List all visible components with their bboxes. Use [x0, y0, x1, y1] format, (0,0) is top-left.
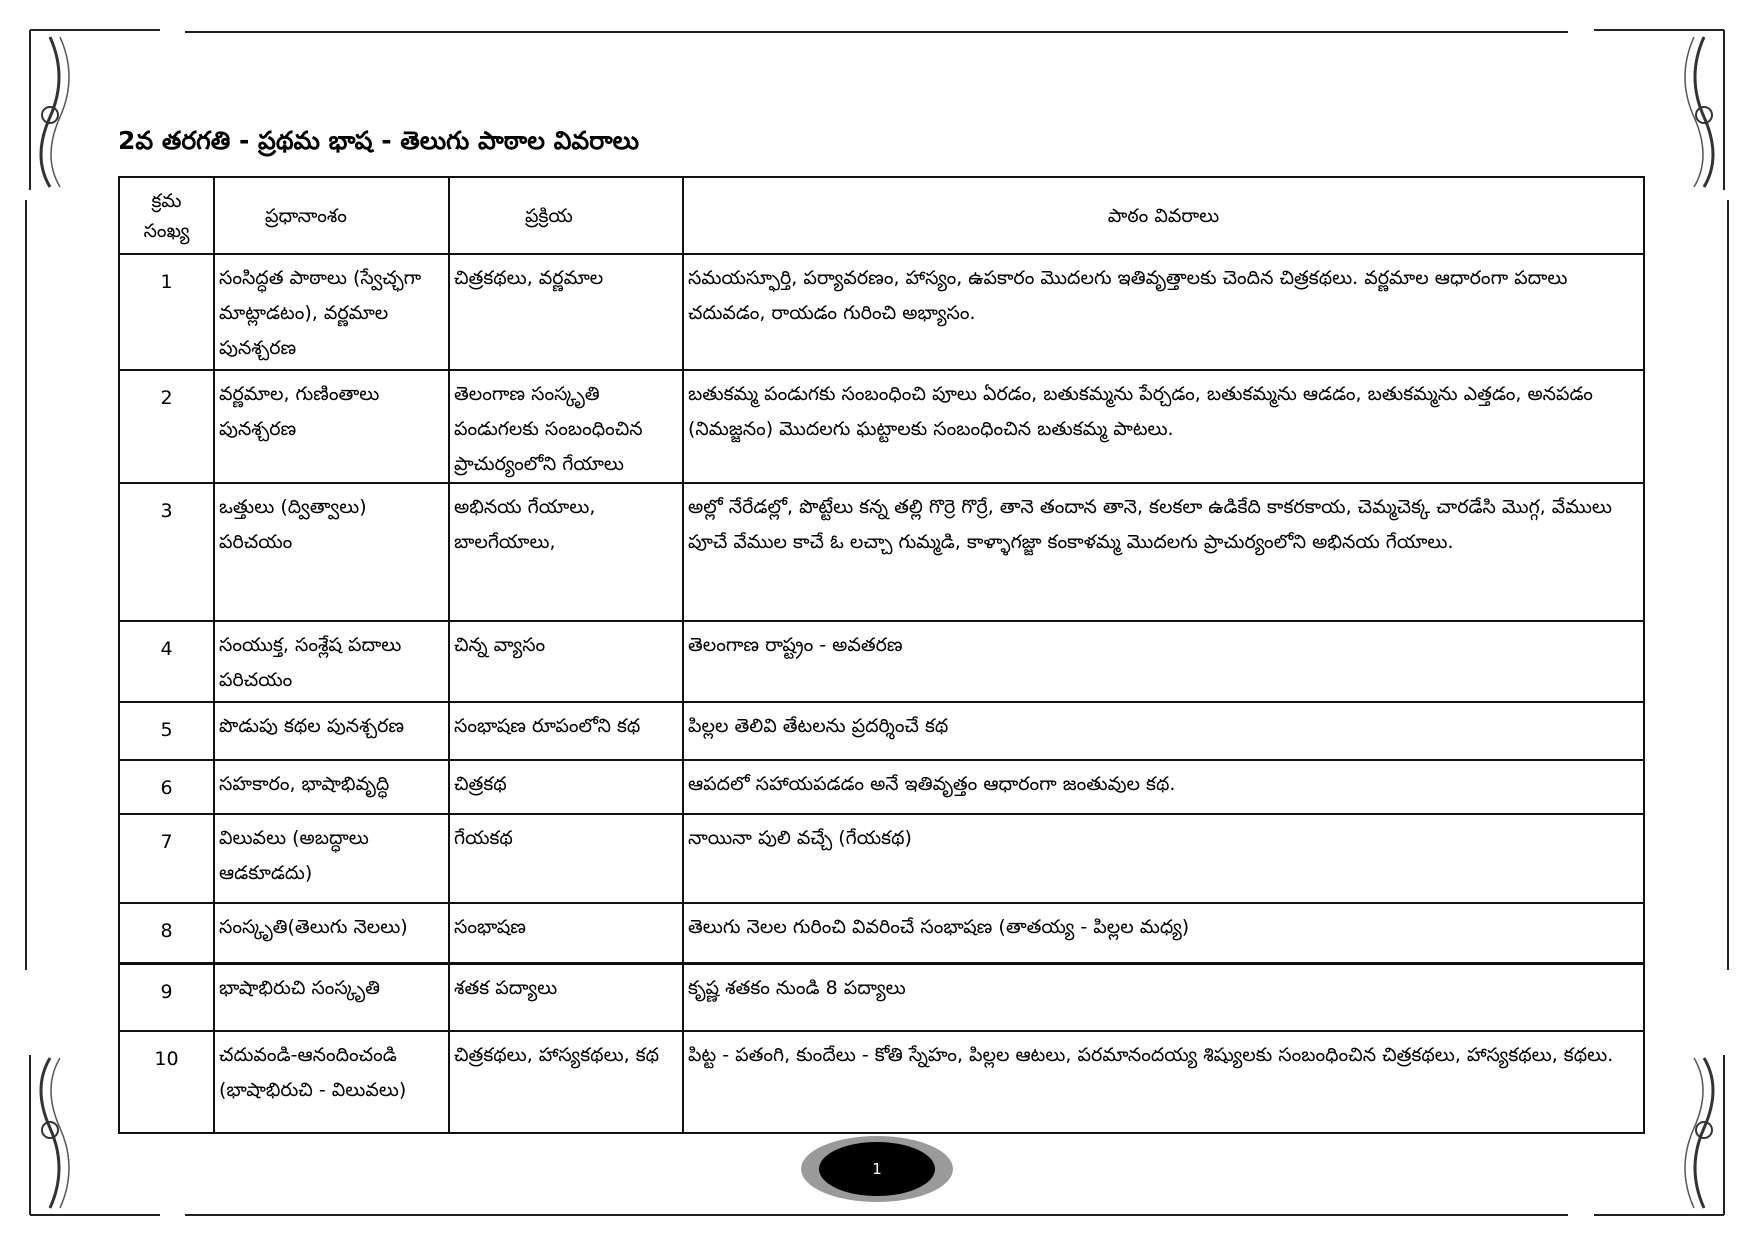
table-row	[119, 963, 1644, 1031]
details-cell: తెలుగు నెలల గురించి వివరించే సంభాషణ (తాతయ్య - పిల్లల మధ్య)	[683, 903, 1644, 963]
serial-number-cell: 4	[119, 621, 214, 702]
topic-cell: సంసిద్ధత పాఠాలు (స్వేచ్ఛగా మాట్లాడటం), వర్ణమాల పునశ్చరణ	[214, 254, 449, 370]
top-border-line	[185, 31, 1568, 33]
genre-cell: అభినయ గేయాలు, బాలగేయాలు,	[449, 483, 683, 621]
corner-ornament-icon	[20, 25, 170, 195]
topic-cell: పొడుపు కథల పునశ్చరణ	[214, 702, 449, 760]
header-genre: ప్రక్రియ	[449, 177, 683, 254]
serial-number-cell: 10	[119, 1031, 214, 1133]
page-title: 2వ తరగతి - ప్రథమ భాష - తెలుగు పాఠాల వివరాలు	[118, 126, 640, 155]
table-row	[119, 621, 1644, 702]
page-number: 1	[819, 1142, 935, 1196]
details-cell: పిట్ట - పతంగి, కుందేలు - కోతి స్నేహం, పిల్లల ఆటలు, పరమానందయ్య శిష్యులకు సంబంధించిన చిత్రకథలు, హాస్యకథలు, కథలు.	[683, 1031, 1644, 1133]
details-cell: నాయినా పులి వచ్చే (గేయకథ)	[683, 814, 1644, 903]
corner-ornament-icon	[1584, 25, 1734, 195]
serial-number-cell: 5	[119, 702, 214, 760]
topic-cell: ఒత్తులు (ద్విత్వాలు) పరిచయం	[214, 483, 449, 621]
serial-number-cell: 2	[119, 370, 214, 483]
genre-cell: సంభాషణ రూపంలోని కథ	[449, 702, 683, 760]
table-row	[119, 760, 1644, 814]
header-topic: ప్రధానాంశం	[214, 177, 449, 254]
table-row	[119, 254, 1644, 370]
lessons-table	[118, 176, 1645, 1134]
genre-cell: గేయకథ	[449, 814, 683, 903]
serial-number-cell: 8	[119, 903, 214, 963]
page-number-badge	[801, 1136, 953, 1202]
right-border-line	[1727, 200, 1729, 970]
genre-cell: సంభాషణ	[449, 903, 683, 963]
genre-cell: చిత్రకథలు, వర్ణమాల	[449, 254, 683, 370]
serial-number-cell: 6	[119, 760, 214, 814]
topic-cell: వర్ణమాల, గుణింతాలు పునశ్చరణ	[214, 370, 449, 483]
topic-cell: సంస్కృతి(తెలుగు నెలలు)	[214, 903, 449, 963]
serial-number-cell: 1	[119, 254, 214, 370]
table-row	[119, 814, 1644, 903]
details-cell: పిల్లల తెలివి తేటలను ప్రదర్శించే కథ	[683, 702, 1644, 760]
table-row	[119, 702, 1644, 760]
topic-cell: విలువలు (అబద్ధాలు ఆడకూడదు)	[214, 814, 449, 903]
bottom-border-line	[185, 1214, 1568, 1216]
topic-cell: చదువండి-ఆనందించండి (భాషాభిరుచి - విలువలు)	[214, 1031, 449, 1133]
table-row	[119, 1031, 1644, 1133]
header-serial-number: క్రమ సంఖ్య	[119, 177, 214, 254]
genre-cell: చిన్న వ్యాసం	[449, 621, 683, 702]
genre-cell: చిత్రకథలు, హాస్యకథలు, కథ	[449, 1031, 683, 1133]
left-border-line	[25, 200, 27, 970]
table-row	[119, 903, 1644, 963]
details-cell: బతుకమ్మ పండుగకు సంబంధించి పూలు ఏరడం, బతుకమ్మను పేర్చడం, బతుకమ్మను ఆడడం, బతుకమ్మను ఎత్తడం, అనపడం (నిమజ్జనం) మొదలగు ఘట్టాలకు సంబంధించిన బతుకమ్మ పాటలు.	[683, 370, 1644, 483]
header-lesson-details: పాఠం వివరాలు	[683, 177, 1644, 254]
table-row	[119, 370, 1644, 483]
serial-number-cell: 7	[119, 814, 214, 903]
details-cell: సమయస్ఫూర్తి, పర్యావరణం, హాస్యం, ఉపకారం మొదలగు ఇతివృత్తాలకు చెందిన చిత్రకథలు. వర్ణమాల ఆధారంగా పదాలు చదువడం, రాయడం గురించి అభ్యాసం.	[683, 254, 1644, 370]
details-cell: తెలంగాణ రాష్ట్రం - అవతరణ	[683, 621, 1644, 702]
details-cell: కృష్ణ శతకం నుండి 8 పద్యాలు	[683, 963, 1644, 1031]
table-row	[119, 483, 1644, 621]
topic-cell: సంయుక్త, సంశ్లేష పదాలు పరిచయం	[214, 621, 449, 702]
topic-cell: సహకారం, భాషాభివృద్ధి	[214, 760, 449, 814]
serial-number-cell: 9	[119, 963, 214, 1031]
table-header-row	[119, 177, 1644, 254]
details-cell: అల్లో నేరేడల్లో, పొట్టేలు కన్న తల్లి గొర్రె గొర్రే, తానె తందాన తానె, కలకలా ఉడికేది కాకరకాయ, చెమ్మచెక్క చారడేసి మొగ్గ, వేములు పూచే వేముల కాచే ఓ లచ్చా గుమ్మడి, కాళ్ళాగజ్జా కంకాళమ్మ మొదలగు ప్రాచుర్యంలోని అభినయ గేయాలు.	[683, 483, 1644, 621]
details-cell: ఆపదలో సహాయపడడం అనే ఇతివృత్తం ఆధారంగా జంతువుల కథ.	[683, 760, 1644, 814]
topic-cell: భాషాభిరుచి సంస్కృతి	[214, 963, 449, 1031]
genre-cell: తెలంగాణ సంస్కృతి పండుగలకు సంబంధించిన ప్రాచుర్యంలోని గేయాలు	[449, 370, 683, 483]
serial-number-cell: 3	[119, 483, 214, 621]
genre-cell: చిత్రకథ	[449, 760, 683, 814]
genre-cell: శతక పద్యాలు	[449, 963, 683, 1031]
